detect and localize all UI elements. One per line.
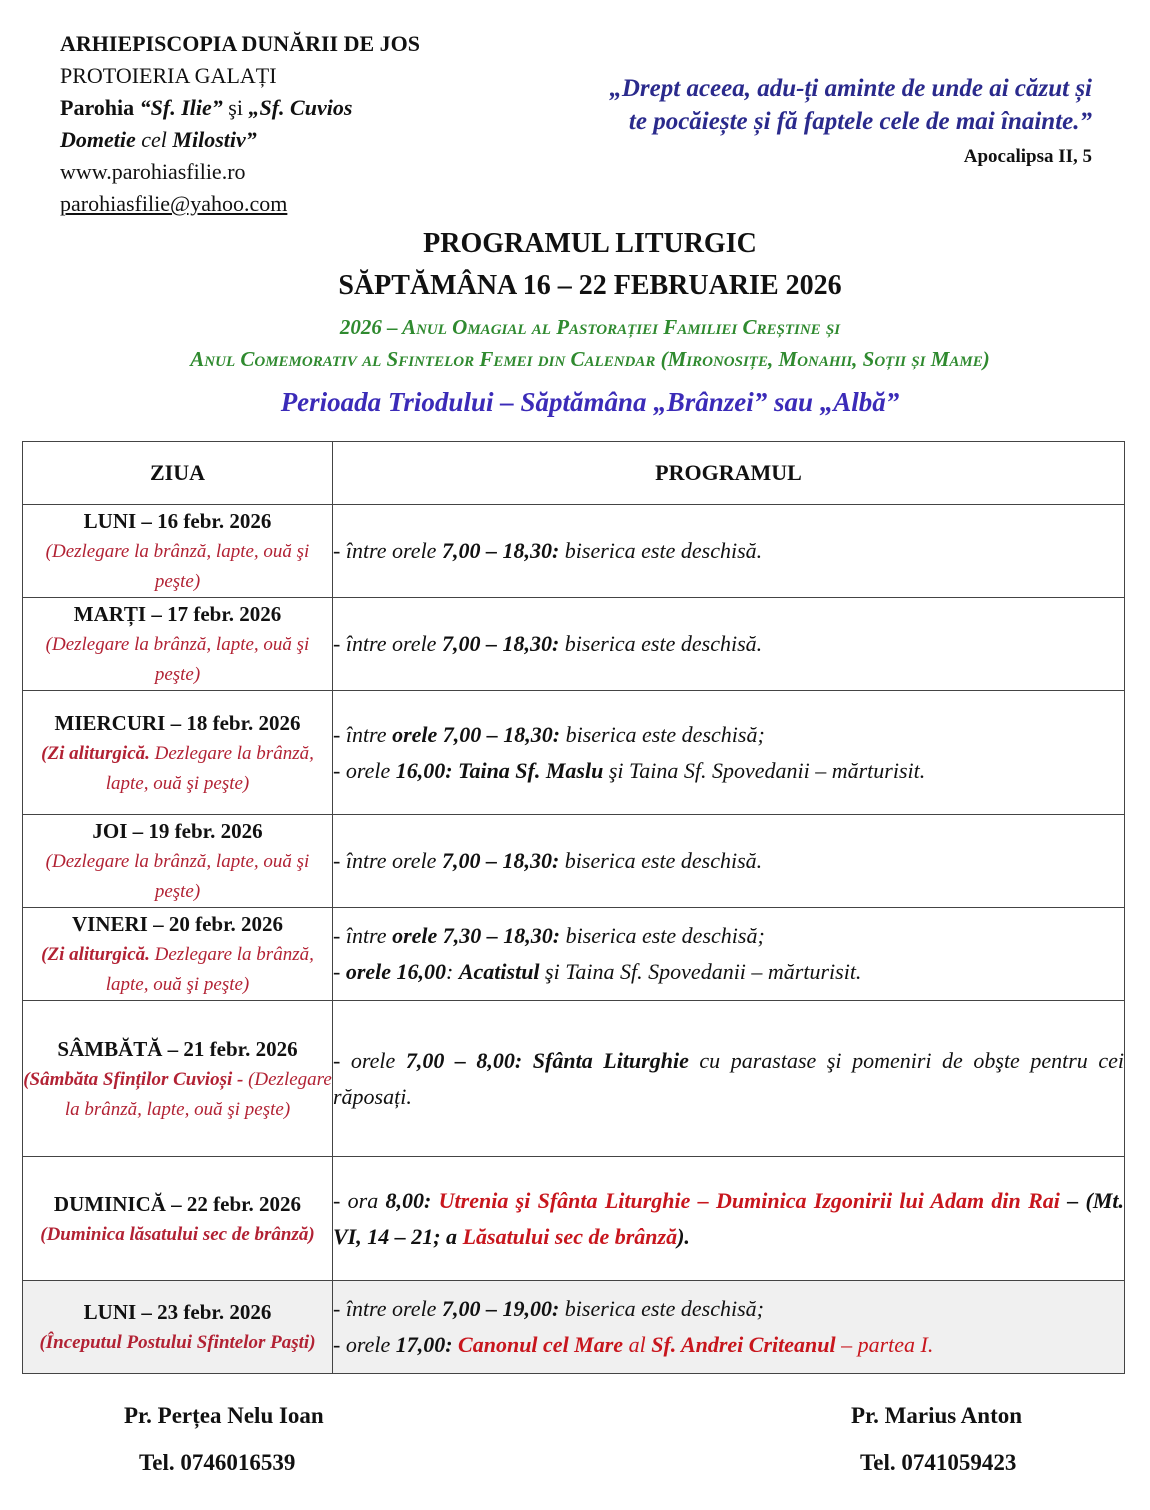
table-row — [23, 1281, 1125, 1374]
text-run: Milostiv” — [172, 127, 257, 152]
email-link[interactable]: parohiasfilie@yahoo.com — [60, 191, 288, 216]
text-run: biserica este deschisă; — [559, 1296, 764, 1321]
text-run: 16,00: Taina Sf. Maslu — [395, 757, 604, 783]
program-line — [333, 1291, 1124, 1327]
text-run: 7,00 – 18,30: — [441, 631, 560, 656]
text-run: Lăsatului sec de brânză — [462, 1223, 678, 1249]
priest1-phone[interactable]: Tel. 0746016539 — [139, 1450, 296, 1475]
day-name: LUNI – 23 febr. 2026 — [83, 1300, 272, 1324]
day-note — [23, 847, 332, 907]
program-cell — [333, 598, 1125, 691]
day-note — [23, 1328, 332, 1358]
day-cell — [23, 1001, 333, 1157]
text-run: Utrenia şi Sfânta Liturghie – Duminica Izgonirii lui Adam din Rai — [431, 1187, 1060, 1213]
text-run: cel — [135, 127, 173, 152]
table-row — [23, 1157, 1125, 1281]
program-cell — [333, 1157, 1125, 1281]
text-run: (Începutul Postului Sfintelor Paşti) — [39, 1332, 316, 1353]
text-run: (Dezlegare la brânză, lapte, ouă şi peşte) — [64, 1068, 332, 1120]
program-line — [333, 626, 1124, 662]
quote-line1: „Drept aceea, adu-ți aminte de unde ai căzut și — [609, 75, 1092, 102]
text-run: - între orele — [333, 631, 442, 656]
text-run: biserica este deschisă; — [560, 923, 765, 948]
header-program: PROGRAMUL — [333, 442, 1125, 505]
text-run: 8,00: — [385, 1187, 432, 1213]
text-run: - orele — [333, 757, 396, 783]
table-row — [23, 505, 1125, 598]
text-run: 7,00 – 19,00: — [441, 1296, 560, 1321]
text-run: - orele — [333, 1332, 396, 1357]
day-cell — [23, 691, 333, 815]
quote-line2: te pocăiește și fă faptele cele de mai înainte.” — [628, 108, 1092, 135]
table-row — [23, 691, 1125, 815]
day-note — [23, 537, 332, 597]
day-cell — [23, 908, 333, 1001]
text-run: „Sf. Cuvios — [248, 95, 353, 120]
day-name: DUMINICĂ – 22 febr. 2026 — [53, 1191, 302, 1216]
text-run: Dezlegare la brânză, lapte, ouă şi peşte) — [105, 742, 314, 794]
day-cell — [23, 1157, 333, 1281]
program-line — [333, 717, 1124, 753]
priest2-name: Pr. Marius Anton — [851, 1403, 1023, 1428]
text-run: şi Taina Sf. Spovedanii – mărturisit. — [539, 959, 862, 984]
liturgical-period: Perioada Triodului – Săptămâna „Brânzei” sau „Albă” — [280, 387, 900, 417]
program-cell — [333, 1001, 1125, 1157]
program-cell — [333, 815, 1125, 908]
schedule-body — [23, 505, 1125, 1374]
parish-header — [60, 28, 480, 220]
priest2-phone[interactable]: Tel. 0741059423 — [860, 1450, 1017, 1475]
week-title: SĂPTĂMÂNA 16 – 22 FEBRUARIE 2026 — [338, 270, 842, 301]
day-note — [23, 739, 332, 799]
text-run: - între orele — [333, 848, 442, 873]
text-run: Acatistul — [458, 959, 540, 984]
text-run: orele 7,00 – 18,30: — [392, 721, 561, 747]
text-run: - între orele — [333, 1296, 442, 1321]
website-link[interactable]: www.parohiasfilie.ro — [60, 159, 246, 184]
year-theme-line2: Anul Comemorativ al Sfintelor Femei din Calendar (Mironosițe, Monahii, Soții și Mame) — [190, 347, 990, 371]
day-name: LUNI – 16 febr. 2026 — [83, 509, 272, 533]
text-run: biserica este deschisă. — [559, 848, 763, 873]
day-note — [23, 1065, 332, 1125]
day-name: VINERI – 20 febr. 2026 — [72, 912, 283, 936]
text-run: (Zi aliturgică. — [41, 742, 150, 764]
year-theme-line1: 2026 – Anul Omagial al Pastorației Familiei Creștine și — [339, 315, 841, 339]
text-run: orele 16,00 — [345, 959, 447, 984]
text-run: (Zi aliturgică. — [41, 944, 150, 965]
bible-quote — [452, 72, 1092, 138]
program-cell — [333, 505, 1125, 598]
text-run: Canonul cel Mare — [452, 1332, 624, 1357]
table-row — [23, 908, 1125, 1001]
parish-name-line1 — [60, 92, 480, 124]
program-line — [333, 533, 1124, 569]
day-cell — [23, 598, 333, 691]
day-note — [23, 940, 332, 1000]
text-run: şi — [222, 95, 249, 120]
day-name: MIERCURI – 18 febr. 2026 — [54, 710, 301, 735]
table-row — [23, 815, 1125, 908]
day-note — [23, 630, 332, 690]
text-run: (Dezlegare la brânză, lapte, ouă şi peşte) — [45, 541, 310, 592]
quote-reference: Apocalipsa II, 5 — [963, 146, 1092, 167]
text-run: Dometie — [60, 127, 136, 152]
day-name: JOI – 19 febr. 2026 — [92, 819, 263, 843]
priest1-name: Pr. Perțea Nelu Ioan — [124, 1403, 324, 1428]
text-run: “Sf. Ilie” — [139, 95, 223, 120]
text-run: orele 7,30 – 18,30: — [392, 923, 561, 948]
text-run: (Duminica lăsatului sec de brânză) — [40, 1223, 315, 1245]
program-line — [333, 1043, 1124, 1115]
day-cell — [23, 505, 333, 598]
program-cell — [333, 1281, 1125, 1374]
text-run: (Dezlegare la brânză, lapte, ouă şi peşte) — [45, 851, 310, 902]
text-run: şi Taina Sf. Spovedanii – mărturisit. — [603, 757, 926, 783]
text-run: - — [333, 959, 346, 984]
parish-name-line2 — [60, 124, 480, 156]
archdiocese-name: ARHIEPISCOPIA DUNĂRII DE JOS — [60, 31, 421, 56]
text-run: biserica este deschisă. — [559, 631, 763, 656]
program-line — [333, 918, 1124, 954]
text-run: - între orele — [333, 538, 442, 563]
table-row — [23, 598, 1125, 691]
text-run: – (Mt. VI, 14 – 21; a — [333, 1187, 1125, 1249]
text-run: - între — [333, 923, 393, 948]
day-name: MARȚI – 17 febr. 2026 — [73, 602, 282, 626]
text-run: 7,00 – 8,00: Sfânta Liturghie — [405, 1047, 689, 1073]
text-run: Parohia — [60, 95, 140, 120]
day-cell — [23, 815, 333, 908]
page-title: PROGRAMUL LITURGIC — [423, 228, 757, 259]
header-day: ZIUA — [23, 442, 333, 505]
text-run: 7,00 – 18,30: — [441, 538, 560, 563]
text-run: biserica este deschisă. — [559, 538, 763, 563]
table-row — [23, 1001, 1125, 1157]
schedule-table — [22, 441, 1125, 1374]
table-header-row — [23, 442, 1125, 505]
text-run: 17,00: — [395, 1332, 453, 1357]
program-line — [333, 1327, 1124, 1363]
text-run: al — [623, 1332, 652, 1357]
text-run: ). — [677, 1223, 690, 1249]
text-run: Dezlegare la brânză, lapte, ouă şi peşte) — [105, 944, 314, 995]
program-line — [333, 843, 1124, 879]
day-cell — [23, 1281, 333, 1374]
program-line — [333, 753, 1124, 789]
text-run: 7,00 – 18,30: — [441, 848, 560, 873]
day-note — [23, 1220, 332, 1250]
program-cell — [333, 908, 1125, 1001]
program-cell — [333, 691, 1125, 815]
text-run: cu parastase şi pomeniri de obşte pentru cei răposați. — [333, 1047, 1125, 1109]
text-run: Sf. Andrei Criteanul — [651, 1332, 836, 1357]
text-run: - orele — [333, 1047, 406, 1073]
text-run: - între — [333, 721, 393, 747]
day-name: SÂMBĂTĂ – 21 febr. 2026 — [57, 1036, 298, 1061]
program-line — [333, 954, 1124, 990]
text-run: (Sâmbăta Sfinților Cuvioși - — [23, 1068, 244, 1090]
text-run: - ora — [333, 1187, 386, 1213]
text-run: (Dezlegare la brânză, lapte, ouă şi peşte) — [45, 634, 310, 685]
text-run: biserica este deschisă; — [560, 721, 765, 747]
text-run: : — [446, 959, 459, 984]
text-run: – partea I. — [835, 1332, 934, 1357]
deanery-name: PROTOIERIA GALAȚI — [60, 63, 277, 88]
program-line — [333, 1183, 1124, 1255]
